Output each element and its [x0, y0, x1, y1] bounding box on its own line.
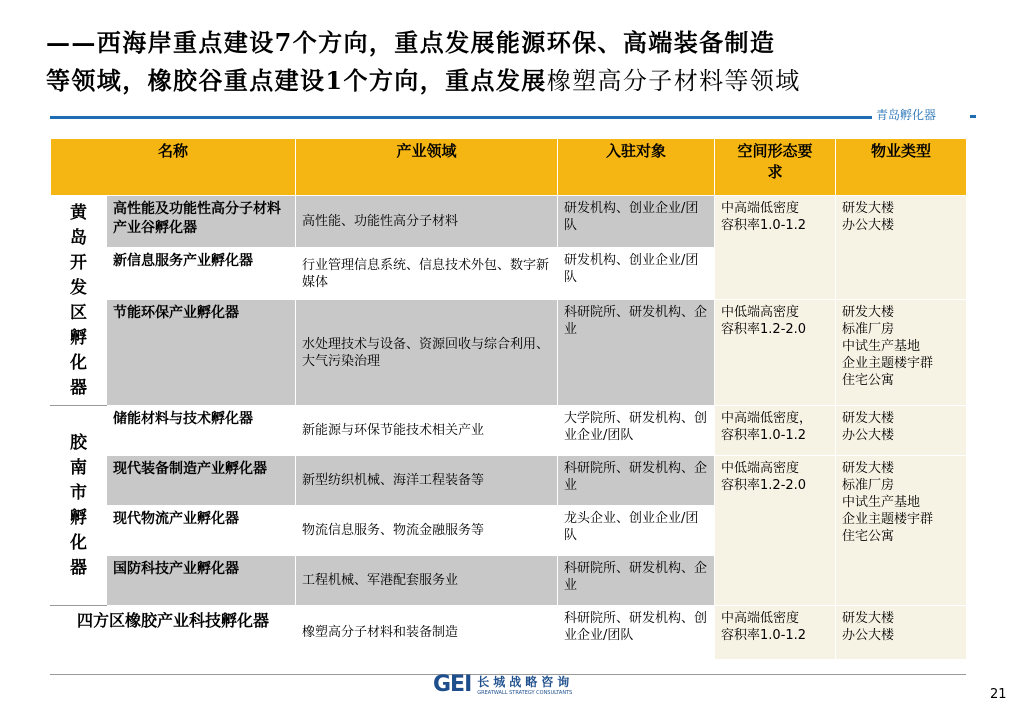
- org-label: 青岛孵化器: [876, 108, 937, 122]
- industry-field: 工程机械、军港配套服务业: [296, 556, 558, 606]
- title-line-2-bold: 等领域，橡胶谷重点建设1个方向，重点发展: [46, 66, 547, 95]
- incubator-name: 新信息服务产业孵化器: [107, 248, 296, 300]
- logo-mark: GEI: [433, 672, 472, 697]
- space-requirement: 中高端低密度 容积率1.0-1.2: [715, 196, 836, 300]
- column-header: 名称: [51, 139, 296, 196]
- industry-field: 行业管理信息系统、信息技术外包、数字新媒体: [296, 248, 558, 300]
- incubator-name: 现代物流产业孵化器: [107, 506, 296, 556]
- space-requirement: 中高端低密度， 容积率1.0-1.2: [715, 406, 836, 456]
- incubator-name: 国防科技产业孵化器: [107, 556, 296, 606]
- table-row: [51, 300, 967, 406]
- incubator-name: 储能材料与技术孵化器: [107, 406, 296, 456]
- tenant-target: 科研院所、研发机构、创业企业/团队: [558, 606, 715, 660]
- property-type: 研发大楼 标准厂房 中试生产基地 企业主题楼宇群 住宅公寓: [836, 456, 967, 606]
- title-line-2-normal: 橡塑高分子材料等领域: [546, 67, 801, 95]
- space-requirement: 中低端高密度 容积率1.2-2.0: [715, 300, 836, 406]
- tenant-target: 研发机构、创业企业/团队: [558, 248, 715, 300]
- title-divider: [50, 116, 872, 119]
- table-header-row: [51, 139, 967, 196]
- column-header: 物业类型: [836, 139, 967, 196]
- industry-field: 新型纺织机械、海洋工程装备等: [296, 456, 558, 506]
- tenant-target: 科研院所、研发机构、企业: [558, 556, 715, 606]
- group-name: 胶 南 市 孵 化 器: [51, 406, 107, 606]
- column-header: 产业领域: [296, 139, 558, 196]
- title-line-1: ——西海岸重点建设7个方向，重点发展能源环保、高端装备制造: [46, 28, 776, 57]
- property-type: 研发大楼 办公大楼: [836, 406, 967, 456]
- incubator-name: 现代装备制造产业孵化器: [107, 456, 296, 506]
- space-requirement: 中低端高密度 容积率1.2-2.0: [715, 456, 836, 606]
- page-number: 21: [990, 687, 1007, 702]
- incubator-name: 节能环保产业孵化器: [107, 300, 296, 406]
- property-type: 研发大楼 标准厂房 中试生产基地 企业主题楼宇群 住宅公寓: [836, 300, 967, 406]
- incubator-table: [50, 138, 966, 660]
- logo-text: [477, 673, 573, 696]
- table-row: [51, 196, 967, 248]
- incubator-name: 四方区橡胶产业科技孵化器: [51, 606, 296, 660]
- logo-chinese-name: 长城战略咨询: [477, 675, 574, 689]
- space-requirement: 中高端低密度 容积率1.0-1.2: [715, 606, 836, 660]
- divider-tail: [970, 115, 976, 118]
- incubator-name: 高性能及功能性高分子材料产业谷孵化器: [107, 196, 296, 248]
- group-name: 黄 岛 开 发 区 孵 化 器: [51, 196, 107, 406]
- tenant-target: 研发机构、创业企业/团队: [558, 196, 715, 248]
- table-row: [51, 606, 967, 660]
- slide-title: [46, 24, 1006, 100]
- tenant-target: 龙头企业、创业企业/团队: [558, 506, 715, 556]
- industry-field: 新能源与环保节能技术相关产业: [296, 406, 558, 456]
- industry-field: 高性能、功能性高分子材料: [296, 196, 558, 248]
- tenant-target: 科研院所、研发机构、企业: [558, 456, 715, 506]
- column-header: 入驻对象: [558, 139, 715, 196]
- logo-english-name: GREATWALL STRATEGY CONSULTANTS: [477, 690, 573, 696]
- column-header: 空间形态要求: [715, 139, 836, 196]
- property-type: 研发大楼 办公大楼: [836, 606, 967, 660]
- tenant-target: 科研院所、研发机构、企业: [558, 300, 715, 406]
- industry-field: 水处理技术与设备、资源回收与综合利用、大气污染治理: [296, 300, 558, 406]
- industry-field: 橡塑高分子材料和装备制造: [296, 606, 558, 660]
- property-type: 研发大楼 办公大楼: [836, 196, 967, 300]
- title-line-2: [46, 62, 1006, 100]
- table-row: [51, 456, 967, 506]
- table-row: [51, 406, 967, 456]
- company-logo: [433, 672, 573, 697]
- tenant-target: 大学院所、研发机构、创业企业/团队: [558, 406, 715, 456]
- industry-field: 物流信息服务、物流金融服务等: [296, 506, 558, 556]
- table-body: [51, 196, 967, 660]
